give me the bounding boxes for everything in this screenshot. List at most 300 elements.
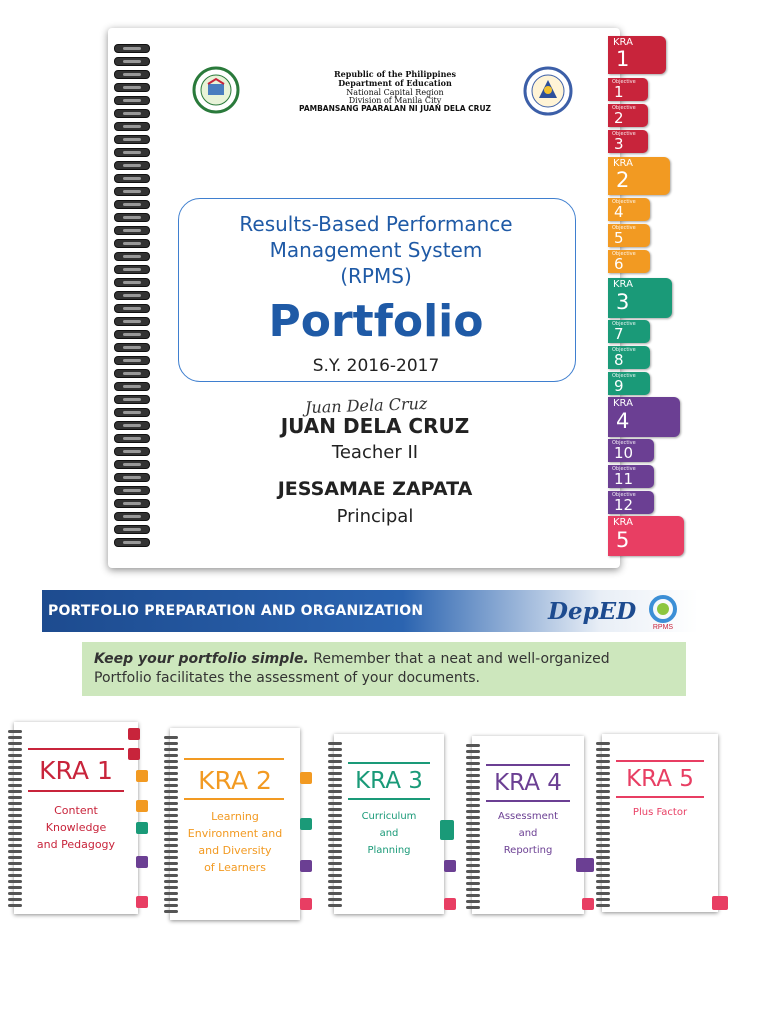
binder-ring [8,898,22,901]
kra-tab-label: KRA [613,37,633,48]
objective-tab-7[interactable] [608,320,650,343]
binder-ring [164,784,178,787]
binder-tab [136,822,148,834]
objective-tab-number: 8 [614,351,624,369]
binder-ring [596,826,610,829]
binder-subtitle: Plus Factor [632,807,688,818]
binder-rule [184,798,284,800]
objective-tab-12[interactable] [608,491,654,514]
binder-ring [164,850,178,853]
spiral-ring [114,434,150,443]
binder-ring [596,898,610,901]
binder-ring [328,820,342,823]
spiral-ring [114,239,150,248]
kra-tab-3[interactable] [608,278,672,318]
binder-ring [8,796,22,799]
binder-ring [466,870,480,873]
binder-ring [466,822,480,825]
banner-title: PORTFOLIO PREPARATION AND ORGANIZATION [48,603,424,619]
binder-ring [596,820,610,823]
binder-ring [596,856,610,859]
objective-tab-number: 9 [614,377,624,395]
binder-ring [164,760,178,763]
binder-subtitle: and Pedagogy [36,838,116,851]
binder-ring [596,874,610,877]
binder-tab [136,770,148,782]
binder-ring [8,736,22,739]
binder-subtitle: Planning [367,845,411,856]
binder-ring [8,844,22,847]
objective-tab-2[interactable] [608,104,648,127]
binder-tab [440,820,454,840]
binder-tab [136,800,148,812]
objective-tab-label: Objective [612,251,636,257]
objective-tab-label: Objective [612,466,636,472]
binder-ring [466,756,480,759]
binder-ring [164,820,178,823]
binder-ring [164,838,178,841]
binder-ring [328,778,342,781]
binder-rule [28,790,124,792]
binder-ring [328,754,342,757]
spiral-ring [114,148,150,157]
binder-ring [8,778,22,781]
binder-ring [328,802,342,805]
rpms-logo-text: RPMS [652,624,674,631]
binder-ring [8,730,22,733]
binder-ring [466,882,480,885]
binder-ring [466,828,480,831]
binder-ring [596,784,610,787]
kra-tab-label: KRA [613,279,633,290]
binder-ring [466,876,480,879]
binder-ring [164,904,178,907]
spiral-binding [110,44,152,554]
binder-ring [8,886,22,889]
spiral-ring [114,395,150,404]
binder-ring [596,748,610,751]
objective-tab-number: 10 [614,444,634,462]
binder-rule [348,762,430,764]
binder-ring [466,768,480,771]
school-year: S.Y. 2016-2017 [312,356,440,376]
spiral-ring [114,187,150,196]
spiral-ring [114,304,150,313]
binder-ring [8,904,22,907]
objective-tab-6[interactable] [608,250,650,273]
objective-tab-label: Objective [612,440,636,446]
objective-tab-label: Objective [612,199,636,205]
spiral-ring [114,278,150,287]
binder-ring [596,886,610,889]
objective-tab-label: Objective [612,321,636,327]
binder-ring [466,906,480,909]
binder-kra-1[interactable] [14,722,138,914]
binder-kra-5[interactable] [602,734,718,912]
binder-ring [8,838,22,841]
binder-ring [596,844,610,847]
binder-ring [596,832,610,835]
spiral-ring [114,252,150,261]
binder-subtitle: Environment and [187,827,283,840]
binder-title: KRA 5 [626,766,694,792]
objective-tab-label: Objective [612,347,636,353]
binder-ring [328,814,342,817]
binder-ring [164,754,178,757]
binder-ring [466,774,480,777]
objective-tab-number: 5 [614,229,624,247]
binder-ring [328,742,342,745]
binder-ring [466,786,480,789]
binder-ring [164,808,178,811]
header-region: National Capital Region [346,88,444,97]
binder-ring [328,892,342,895]
objective-tab-4[interactable] [608,198,650,221]
binder-tab [136,856,148,868]
binder-ring [328,760,342,763]
objective-tab-number: 7 [614,325,624,343]
spiral-ring [114,486,150,495]
spiral-ring [114,161,150,170]
binder-ring [466,834,480,837]
binder-ring [8,826,22,829]
binder-ring [596,742,610,745]
binder-rule [348,798,430,800]
kra-tab-number: 5 [616,528,630,552]
binder-subtitle: Content [54,804,98,817]
header-department: Department of Education [338,78,452,88]
spiral-ring [114,356,150,365]
binder-ring [466,858,480,861]
spiral-ring [114,226,150,235]
objective-tab-8[interactable] [608,346,650,369]
binder-rule [486,764,570,766]
objective-tab-label: Objective [612,105,636,111]
spiral-ring [114,382,150,391]
spiral-ring [114,57,150,66]
binder-ring [8,850,22,853]
binder-ring [8,880,22,883]
binder-ring [8,874,22,877]
signature: Juan Dela Cruz [304,393,428,418]
binder-ring [164,862,178,865]
spiral-ring [114,538,150,547]
binder-ring [466,792,480,795]
binder-ring [164,796,178,799]
binder-ring [596,778,610,781]
spiral-ring [114,499,150,508]
rpms-logo-icon [644,593,682,631]
spiral-ring [114,213,150,222]
binder-ring [328,898,342,901]
binder-ring [596,892,610,895]
objective-tab-11[interactable] [608,465,654,488]
binder-ring [8,868,22,871]
principal-position: Principal [336,506,414,527]
binder-subtitle: and [518,828,538,839]
binder-tab [300,898,312,910]
binder-ring [8,832,22,835]
deped-logo-text: DepED [548,598,637,625]
spiral-ring [114,330,150,339]
binder-ring [164,766,178,769]
binder-ring [466,900,480,903]
binder-ring [466,762,480,765]
binder-ring [8,814,22,817]
binder-ring [596,766,610,769]
objective-tab-number: 3 [614,135,624,153]
binder-ring [328,832,342,835]
binder-rule [28,748,124,750]
binder-ring [328,856,342,859]
binder-subtitle: and Diversity [198,844,272,857]
binder-ring [8,790,22,793]
binder-tab [128,748,140,760]
binder-ring [596,850,610,853]
binder-title: KRA 1 [39,756,113,785]
binder-ring [466,750,480,753]
binder-kra-3[interactable] [334,734,444,914]
binder-ring [328,844,342,847]
binder-ring [596,802,610,805]
title-line-3: (RPMS) [340,264,412,288]
objective-tab-5[interactable] [608,224,650,247]
binder-ring [328,850,342,853]
binder-tab [712,896,728,910]
binder-ring [328,838,342,841]
kra-tab-label: KRA [613,517,633,528]
binder-ring [164,874,178,877]
objective-tab-label: Objective [612,373,636,379]
binder-ring [596,880,610,883]
binder-ring [466,864,480,867]
binder-ring [164,736,178,739]
binder-ring [328,772,342,775]
objective-tab-number: 2 [614,109,624,127]
binder-ring [164,742,178,745]
objective-tab-label: Objective [612,79,636,85]
binder-ring [596,796,610,799]
kra-tab-label: KRA [613,158,633,169]
binder-tab [136,896,148,908]
binder-ring [164,802,178,805]
binder-ring [596,868,610,871]
objective-tab-number: 6 [614,255,624,273]
spiral-ring [114,408,150,417]
binder-ring [596,904,610,907]
binder-ring [328,748,342,751]
binder-title: KRA 3 [355,768,423,794]
tip-line-2: Portfolio facilitates the assessment of your documents. [94,670,480,686]
objective-tab-3[interactable] [608,130,648,153]
binder-ring [596,808,610,811]
binder-subtitle: Reporting [503,845,553,856]
spiral-ring [114,291,150,300]
binder-ring [596,754,610,757]
binder-ring [164,880,178,883]
spiral-ring [114,317,150,326]
kra-tab-number: 2 [616,168,630,192]
binder-subtitle: Knowledge [45,821,107,834]
portfolio-title: Portfolio [268,296,484,347]
binder-ring [8,766,22,769]
spiral-ring [114,343,150,352]
kra-tab-4[interactable] [608,397,680,437]
binder-ring [466,810,480,813]
binder-subtitle: Curriculum [361,811,417,822]
binder-ring [328,808,342,811]
binder-ring [164,856,178,859]
binder-ring [466,840,480,843]
binder-ring [466,894,480,897]
binder-ring [164,844,178,847]
kra-tab-number: 4 [616,409,630,433]
binder-ring [164,772,178,775]
binder-ring [466,816,480,819]
objective-tab-number: 1 [614,83,624,101]
spiral-ring [114,473,150,482]
binder-ring [328,790,342,793]
objective-tab-number: 4 [614,203,624,221]
binder-title: KRA 2 [198,766,272,795]
binder-ring [8,892,22,895]
binder-ring [466,888,480,891]
binder-subtitle: Assessment [498,811,558,822]
binder-ring [328,826,342,829]
binder-ring [8,784,22,787]
spiral-ring [114,512,150,521]
objective-tab-9[interactable] [608,372,650,395]
binder-ring [164,898,178,901]
binder-ring [328,784,342,787]
spiral-ring [114,70,150,79]
binder-ring [596,760,610,763]
binder-ring [328,862,342,865]
kra-tab-2[interactable] [608,157,670,195]
spiral-ring [114,200,150,209]
binder-tab [300,860,312,872]
objective-tab-label: Objective [612,492,636,498]
binder-ring [596,772,610,775]
binder-ring [164,790,178,793]
binder-ring [164,778,178,781]
binder-rule [616,760,704,762]
binder-rule [486,800,570,802]
binder-ring [466,852,480,855]
spiral-ring [114,122,150,131]
binder-ring [8,808,22,811]
title-line-2: Management System [269,238,483,262]
kra-tab-5[interactable] [608,516,684,556]
binder-ring [164,892,178,895]
spiral-ring [114,83,150,92]
binder-kra-4[interactable] [472,736,584,914]
binder-ring [8,820,22,823]
binder-ring [164,748,178,751]
header-school: PAMBANSANG PAARALAN NI JUAN DELA CRUZ [299,104,491,113]
objective-tab-label: Objective [612,225,636,231]
school-seal-icon [182,66,250,114]
binder-ring [596,790,610,793]
binder-ring [466,846,480,849]
spiral-ring [114,96,150,105]
binder-tab [444,860,456,872]
binder-ring [328,880,342,883]
binder-ring [8,748,22,751]
spiral-ring [114,135,150,144]
title-line-1: Results-Based Performance [239,212,513,236]
teacher-position: Teacher II [331,442,419,463]
tip-line-1 [94,651,610,667]
binder-tab [300,772,312,784]
binder-ring [328,868,342,871]
binder-ring [8,742,22,745]
binder-tab [300,818,312,830]
binder-rule [184,758,284,760]
deped-seal-icon [517,66,579,116]
binder-ring [328,886,342,889]
binder-ring [8,856,22,859]
tip-bold: Keep your portfolio simple. [94,651,309,667]
binder-rule [616,796,704,798]
binder-ring [466,744,480,747]
spiral-ring [114,109,150,118]
binder-ring [8,754,22,757]
spiral-ring [114,525,150,534]
spiral-ring [114,421,150,430]
binder-ring [328,904,342,907]
header-division: Division of Manila City [348,96,442,105]
binder-ring [596,838,610,841]
objective-tab-1[interactable] [608,78,648,101]
binder-ring [164,832,178,835]
binder-subtitle: of Learners [204,861,266,874]
binder-tab [582,898,594,910]
binder-ring [596,814,610,817]
binder-title: KRA 4 [494,770,562,796]
tip-rest: Remember that a neat and well-organized [308,651,610,667]
binder-tab [444,898,456,910]
binder-ring [8,802,22,805]
spiral-ring [114,447,150,456]
binder-ring [164,886,178,889]
kra-tab-number: 1 [616,47,630,71]
binder-ring [164,910,178,913]
binder-ring [8,760,22,763]
binder-ring [466,780,480,783]
binder-ring [8,862,22,865]
spiral-ring [114,265,150,274]
binder-ring [328,874,342,877]
binder-ring [328,796,342,799]
teacher-name: JUAN DELA CRUZ [280,414,470,438]
kra-tab-label: KRA [613,398,633,409]
spiral-ring [114,460,150,469]
kra-tab-number: 3 [616,290,630,314]
binder-tab [576,858,594,872]
objective-tab-label: Objective [612,131,636,137]
objective-tab-number: 11 [614,470,634,488]
binder-kra-2[interactable] [170,728,300,920]
binder-ring [328,766,342,769]
kra-tab-1[interactable] [608,36,666,74]
binder-ring [164,814,178,817]
objective-tab-10[interactable] [608,439,654,462]
binder-ring [466,798,480,801]
binder-subtitle: and [379,828,399,839]
binder-tab [128,728,140,740]
header-country: Republic of the Philippines [333,69,456,79]
